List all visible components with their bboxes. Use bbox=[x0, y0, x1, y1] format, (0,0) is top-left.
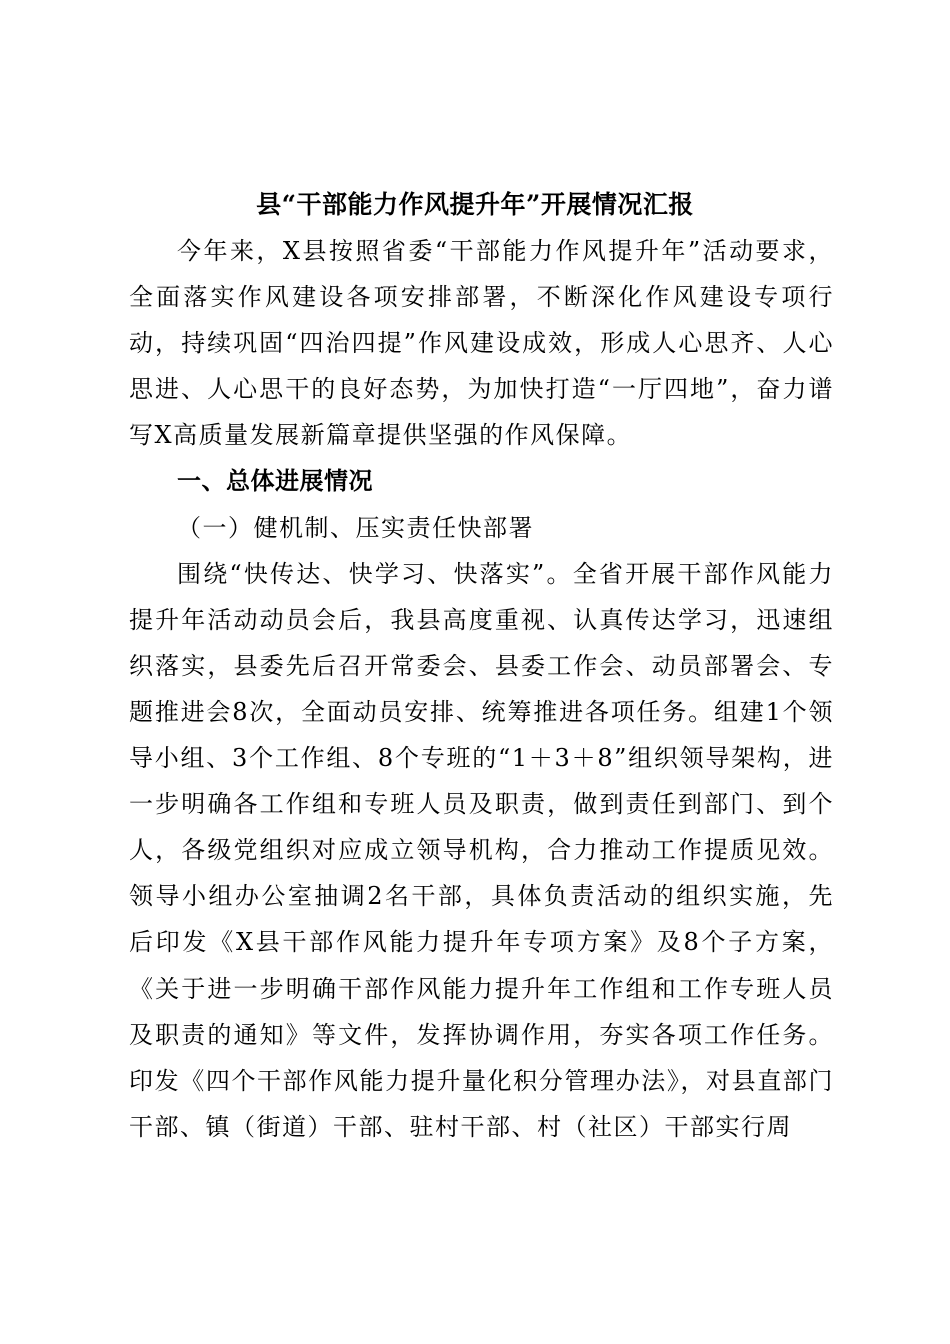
section-heading: 一、总体进展情况 bbox=[177, 467, 373, 496]
subsection-heading: （一）健机制、压实责任快部署 bbox=[177, 513, 534, 542]
document-title: 县“干部能力作风提升年”开展情况汇报 bbox=[256, 190, 694, 219]
document-body bbox=[129, 228, 834, 1150]
intro-paragraph: 今年来，X县按照省委“干部能力作风提升年”活动要求，全面落实作风建设各项安排部署，不断深化作风建设专项行动，持续巩固“四治四提”作风建设成效，形成人心思齐、人心思进、人心思干的良好态势，为加快打造“一厅四地”，奋力谱写X高质量发展新篇章提供坚强的作风保障。 bbox=[129, 237, 834, 450]
subsection-paragraph: 围绕“快传达、快学习、快落实”。全省开展干部作风能力提升年活动动员会后，我县高度重视、认真传达学习，迅速组织落实，县委先后召开常委会、县委工作会、动员部署会、专题推进会8次，全面动员安排、统筹推进各项任务。组建1个领导小组、3个工作组、8个专班的“1＋3＋8”组织领导架构，进一步明确各工作组和专班人员及职责，做到责任到部门、到个人，各级党组织对应成立领导机构，合力推动工作提质见效。领导小组办公室抽调2名干部，具体负责活动的组织实施，先后印发《X县干部作风能力提升年专项方案》及8个子方案，《关于进一步明确干部作风能力提升年工作组和工作专班人员及职责的通知》等文件，发挥协调作用，夯实各项工作任务。印发《四个干部作风能力提升量化积分管理办法》，对县直部门干部、镇（街道）干部、驻村干部、村（社区）干部实行周 bbox=[129, 559, 834, 1141]
